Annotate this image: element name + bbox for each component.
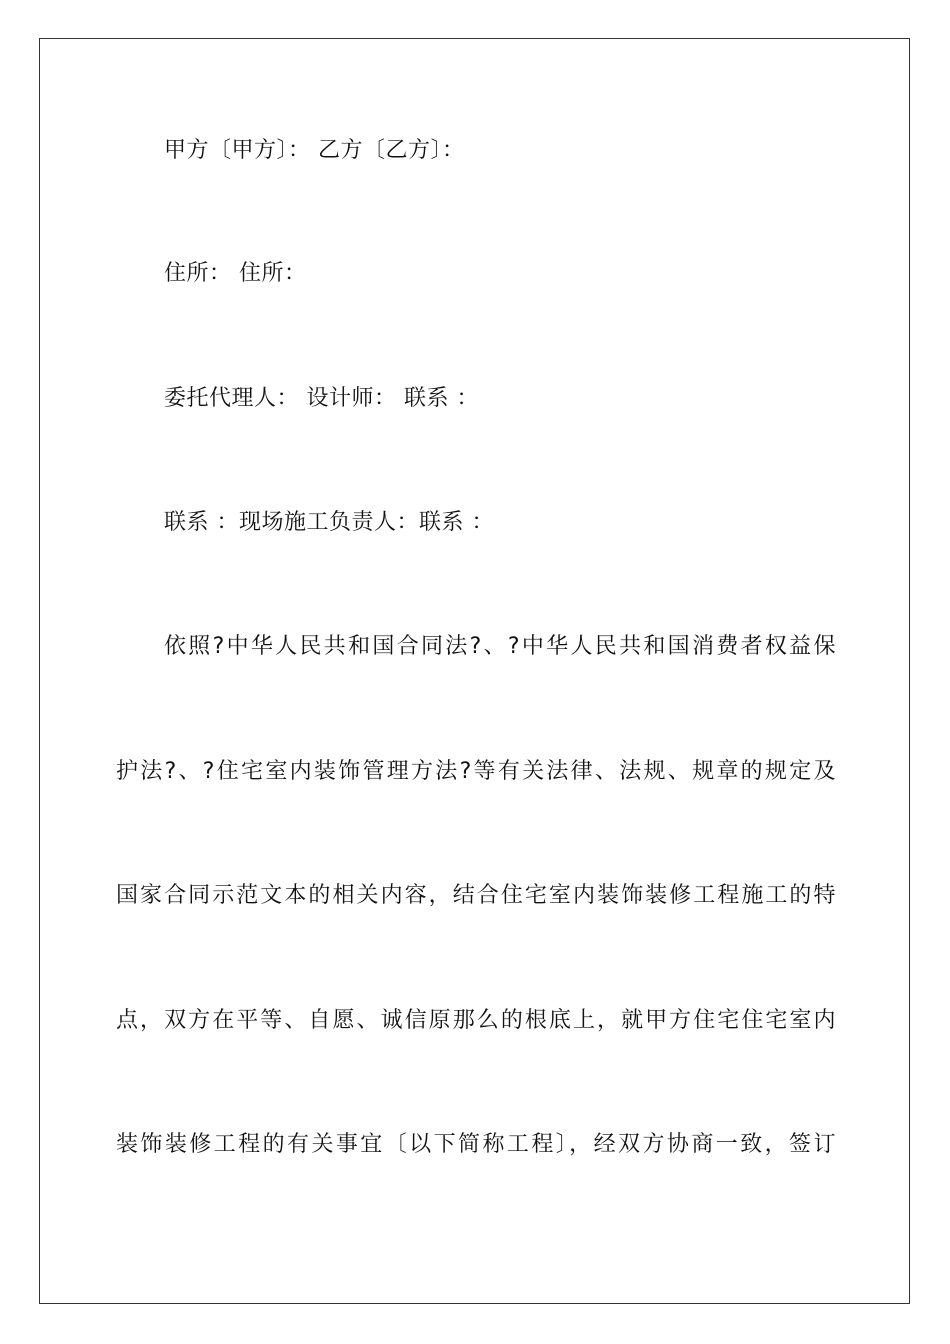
- paragraph-line-2: 护法?、?住宅室内装饰管理方法?等有关法律、法规、规章的规定及: [116, 759, 836, 784]
- party-line: 甲方〔甲方〕： 乙方〔乙方〕：: [164, 138, 465, 163]
- contact-line: 联系 ：现场施工负责人：联系 ：: [164, 510, 494, 535]
- paragraph-line-4: 点，双方在平等、自愿、诚信原那么的根底上，就甲方住宅住宅室内: [116, 1008, 836, 1033]
- page-frame: [39, 38, 910, 1304]
- paragraph-line-1: 依照?中华人民共和国合同法?、?中华人民共和国消费者权益保: [164, 634, 836, 659]
- address-line: 住所： 住所：: [164, 261, 307, 286]
- agent-line: 委托代理人： 设计师： 联系 ：: [164, 386, 479, 411]
- paragraph-line-5: 装饰装修工程的有关事宜〔以下简称工程〕，经双方协商一致，签订: [116, 1132, 836, 1157]
- paragraph-line-3: 国家合同示范文本的相关内容，结合住宅室内装饰装修工程施工的特: [116, 883, 836, 908]
